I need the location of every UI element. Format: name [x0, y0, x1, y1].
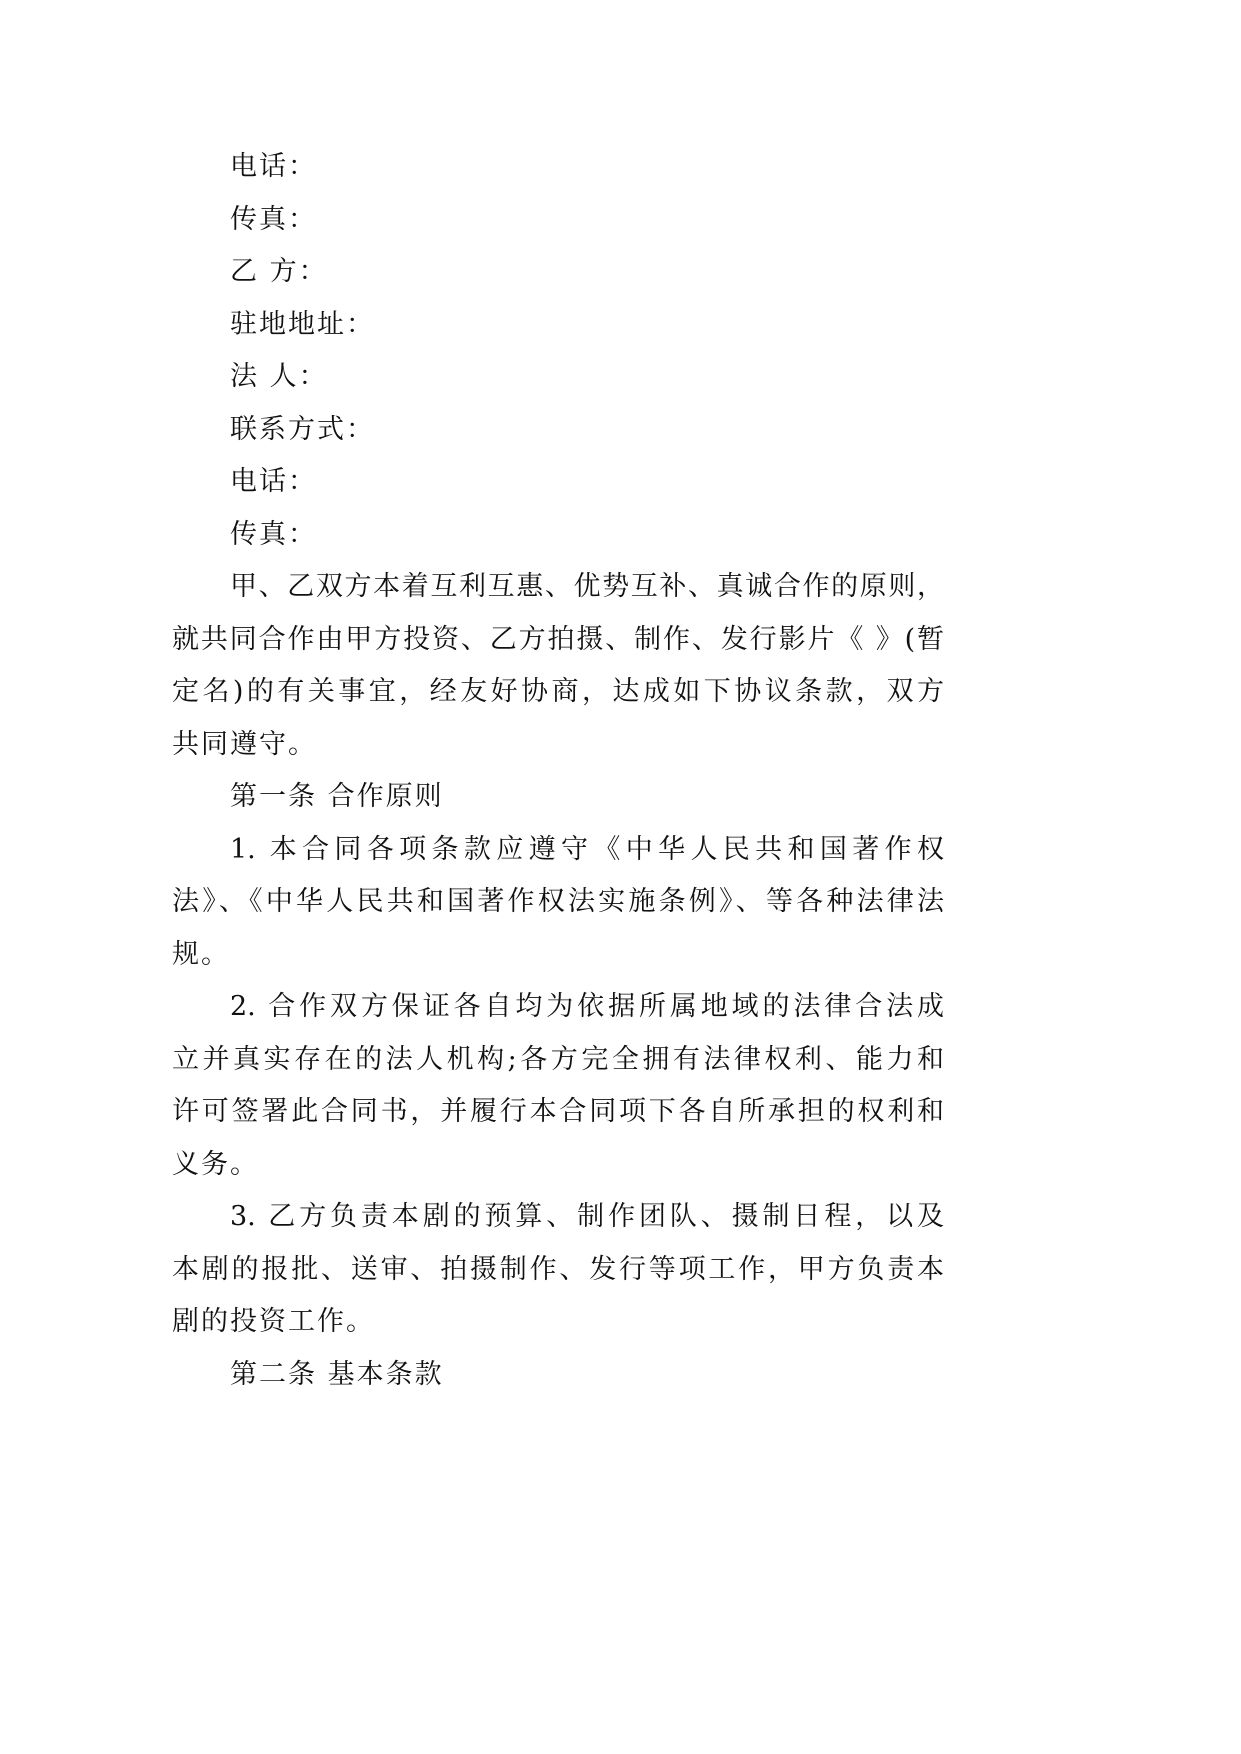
clause-line: 立并真实存在的法人机构;各方完全拥有法律权利、能力和	[172, 1043, 944, 1075]
fax-label: 传真：	[230, 203, 317, 235]
preamble-line: 定名)的有关事宜，经友好协商，达成如下协议条款，双方	[172, 676, 944, 707]
clause-line: 法》、《中华人民共和国著作权法实施条例》、等各种法律法	[172, 886, 944, 917]
preamble-line: 甲、乙双方本着互利互惠、优势互补、真诚合作的原则，	[230, 571, 944, 602]
clause-line: 规。	[172, 938, 230, 970]
fax-label-2: 传真：	[230, 518, 317, 550]
phone-label-2: 电话：	[230, 466, 317, 497]
document-body	[172, 141, 944, 1401]
article-2-heading: 第二条 基本条款	[230, 1358, 444, 1390]
clause-line: 2. 合作双方保证各自均为依据所属地域的法律合法成	[230, 991, 944, 1022]
legal-person-label: 法 人：	[230, 361, 328, 392]
clause-line: 本剧的报批、送审、拍摄制作、发行等项工作，甲方负责本	[172, 1253, 944, 1285]
clause-line: 义务。	[172, 1148, 259, 1180]
address-label: 驻地地址：	[230, 308, 375, 340]
clause-line: 3. 乙方负责本剧的预算、制作团队、摄制日程，以及	[230, 1201, 944, 1232]
contact-label: 联系方式：	[230, 413, 375, 445]
clause-line: 剧的投资工作。	[172, 1306, 375, 1337]
preamble-paragraph	[172, 561, 944, 771]
clause-1-paragraph	[172, 824, 944, 982]
article-1-heading: 第一条 合作原则	[230, 781, 444, 812]
clause-line: 1. 本合同各项条款应遵守《中华人民共和国著作权	[230, 833, 944, 865]
preamble-line: 就共同合作由甲方投资、乙方拍摄、制作、发行影片《 》(暂	[172, 623, 944, 655]
preamble-line: 共同遵守。	[172, 728, 317, 760]
party-b-label: 乙 方：	[230, 256, 328, 287]
phone-label: 电话：	[230, 151, 317, 182]
clause-2-paragraph	[172, 981, 944, 1191]
clause-3-paragraph	[172, 1191, 944, 1349]
clause-line: 许可签署此合同书，并履行本合同项下各自所承担的权利和	[172, 1096, 944, 1127]
